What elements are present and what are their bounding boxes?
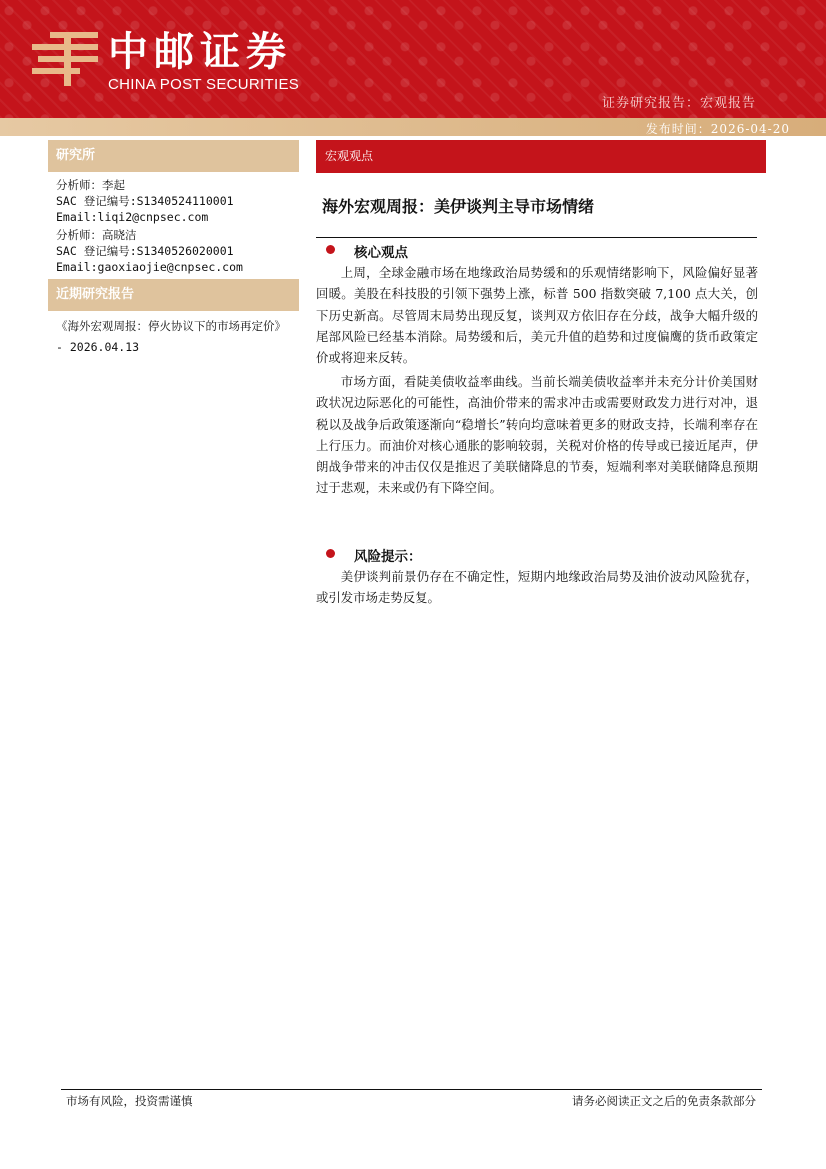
report-title: 海外宏观周报：美伊谈判主导市场情绪 <box>322 197 595 216</box>
section-label: 宏观观点 <box>316 140 766 173</box>
analyst-sac-number: SAC 登记编号:S1340524110001 <box>56 194 234 208</box>
risk-heading: 风险提示： <box>354 549 422 565</box>
core-view-heading: 核心观点 <box>354 245 408 261</box>
header-banner <box>0 0 826 118</box>
footer-disclaimer-notice: 请务必阅读正文之后的免责条款部分 <box>572 1094 756 1108</box>
analyst-email[interactable]: Email:gaoxiaojie@cnpsec.com <box>56 260 243 274</box>
analyst-email[interactable]: Email:liqi2@cnpsec.com <box>56 210 209 224</box>
core-view-paragraph: 上周，全球金融市场在地缘政治局势缓和的乐观情绪影响下，风险偏好显著回暖。美股在科技股的引领下强势上涨，标普 500 指数突破 7,100 点大关，创下历史新高。尽管周末局势出现反复，谈判双方依旧存在分歧，战争大幅升级的尾部风险已经基本消除。局势缓和后，美元升值的趋势和过度偏鹰的货币政策定价或将迎来反转。 <box>316 265 758 366</box>
report-type-label: 证券研究报告：宏观报告 <box>601 96 756 111</box>
footer-divider <box>61 1089 762 1090</box>
sidebar-heading-institute: 研究所 <box>48 140 299 172</box>
china-post-logo-icon <box>28 28 103 88</box>
analyst-name: 分析师：李起 <box>56 178 125 192</box>
core-view-paragraph: 市场方面，看陡美债收益率曲线。当前长端美债收益率并未充分计价美国财政状况边际恶化的可能性，高油价带来的需求冲击或需要财政发力进行对冲，退税以及战争后政策逐渐向“稳增长”转向均意味着更多的财政支持，长端利率存在上行压力。而油价对核心通胀的影响较弱，关税对价格的传导或已接近尾声，伊朗战争带来的冲击仅仅是推迟了美联储降息的节奏，短端利率对美联储降息预期过于悲观，未来或仍有下降空间。 <box>316 374 758 496</box>
risk-paragraph: 美伊谈判前景仍存在不确定性，短期内地缘政治局势及油价波动风险犹存，或引发市场走势反复。 <box>316 569 758 606</box>
brand-name-en: CHINA POST SECURITIES <box>108 76 300 93</box>
title-divider <box>316 237 757 238</box>
footer-risk-notice: 市场有风险，投资需谨慎 <box>66 1094 193 1108</box>
bullet-icon <box>326 245 335 254</box>
analyst-name: 分析师：高晓洁 <box>56 228 137 242</box>
brand-name-cn: 中邮证券 <box>108 29 292 75</box>
publish-date: 发布时间：2026-04-20 <box>645 122 790 136</box>
bullet-icon <box>326 549 335 558</box>
sidebar-heading-recent-reports: 近期研究报告 <box>48 279 299 311</box>
analyst-sac-number: SAC 登记编号:S1340526020001 <box>56 244 234 258</box>
recent-report-link[interactable]: 《海外宏观周报：停火协议下的市场再定价》 - 2026.04.13 <box>56 319 286 354</box>
